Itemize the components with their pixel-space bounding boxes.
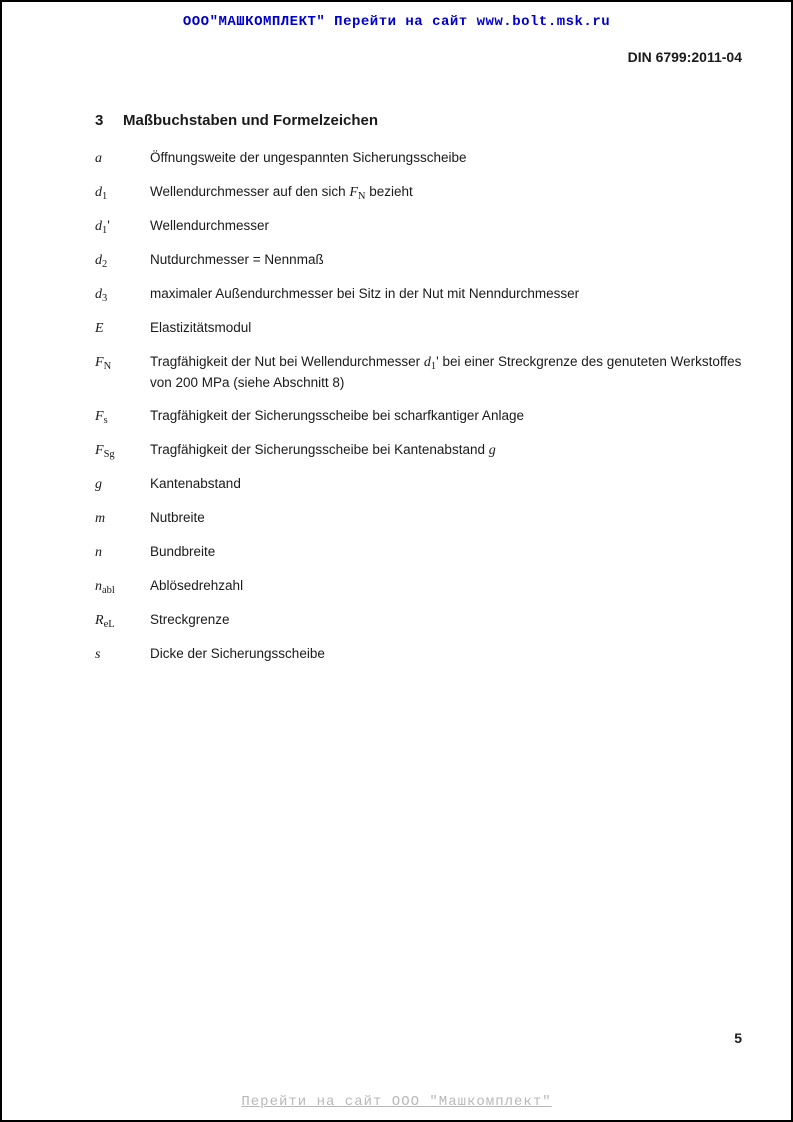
symbol-term	[95, 610, 150, 631]
symbol-description: Tragfähigkeit der Sicherungsscheibe bei scharfkantiger Anlage	[150, 408, 524, 423]
math-symbol: g	[488, 443, 496, 458]
symbol-definition-list	[95, 148, 746, 678]
math-symbol: $n_{abl}$	[95, 579, 115, 596]
symbol-term	[95, 576, 150, 597]
math-symbol: g	[95, 477, 102, 492]
math-symbol: m	[95, 511, 106, 526]
symbol-description: Öffnungsweite der ungespannten Sicherungsscheibe	[150, 150, 467, 165]
symbol-row	[95, 318, 746, 339]
header-shop-link[interactable]: ООО"МАШКОМПЛЕКТ" Перейти на сайт www.bolt.msk.ru	[182, 14, 611, 30]
symbol-row	[95, 610, 746, 631]
math-symbol: n	[95, 545, 102, 560]
symbol-description: Tragfähigkeit der Nut bei Wellendurchmesser $d_1'$ bei einer Streckgrenze des genuteten Werkstoffes von 200 MPa (siehe Abschnitt 8)	[150, 354, 742, 390]
symbol-row	[95, 250, 746, 271]
symbol-row	[95, 216, 746, 237]
math-symbol: $d_1'$	[95, 218, 110, 236]
symbol-row	[95, 406, 746, 427]
symbol-description: maximaler Außendurchmesser bei Sitz in der Nut mit Nenndurchmesser	[150, 286, 580, 301]
symbol-row	[95, 284, 746, 305]
math-symbol: $d_1$	[95, 185, 108, 202]
symbol-description: Bundbreite	[150, 544, 216, 559]
symbol-term	[95, 182, 150, 203]
symbol-row	[95, 148, 746, 169]
symbol-description: Wellendurchmesser	[150, 218, 270, 233]
section-title: Maßbuchstaben und Formelzeichen	[123, 112, 379, 129]
symbol-description: Kantenabstand	[150, 476, 241, 491]
symbol-term	[95, 250, 150, 271]
symbol-row	[95, 352, 746, 393]
symbol-row	[95, 644, 746, 665]
symbol-description: Wellendurchmesser auf den sich $F_N$ bezieht	[150, 184, 413, 202]
symbol-row	[95, 182, 746, 203]
symbol-term	[95, 148, 150, 169]
page-number: 5	[734, 1030, 742, 1046]
math-symbol: $d_2$	[95, 253, 108, 270]
symbol-description: Dicke der Sicherungsscheibe	[150, 646, 325, 661]
symbol-term	[95, 216, 150, 237]
symbol-row	[95, 440, 746, 461]
math-symbol: $d_1'$	[423, 354, 439, 372]
symbol-term	[95, 352, 150, 373]
math-symbol: $F_N$	[95, 355, 112, 372]
symbol-term	[95, 644, 150, 665]
symbol-description: Elastizitätsmodul	[150, 320, 252, 335]
math-symbol: $F_s$	[95, 409, 108, 426]
symbol-term	[95, 284, 150, 305]
math-symbol: E	[95, 321, 104, 336]
symbol-description: Ablösedrehzahl	[150, 578, 244, 593]
symbol-term	[95, 474, 150, 495]
symbol-term	[95, 508, 150, 529]
symbol-description: Tragfähigkeit der Sicherungsscheibe bei Kantenabstand g	[150, 442, 496, 458]
symbol-term	[95, 440, 150, 461]
footer-shop-link[interactable]: Перейти на сайт ООО "Машкомплект"	[241, 1094, 552, 1110]
math-symbol: $R_{eL}$	[95, 613, 115, 630]
symbol-row	[95, 508, 746, 529]
symbol-term	[95, 542, 150, 563]
symbol-description: Nutdurchmesser = Nennmaß	[150, 252, 324, 267]
symbol-term	[95, 318, 150, 339]
symbol-description: Streckgrenze	[150, 612, 230, 627]
math-symbol: $F_N$	[349, 185, 366, 202]
math-symbol: s	[95, 647, 101, 662]
math-symbol: $F_{Sg}$	[95, 443, 115, 460]
math-symbol: $d_3$	[95, 287, 108, 304]
section-number: 3	[95, 112, 104, 129]
section-heading	[95, 112, 378, 129]
symbol-row	[95, 542, 746, 563]
doc-number: DIN 6799:2011-04	[627, 49, 742, 65]
math-symbol: a	[95, 151, 102, 166]
symbol-row	[95, 576, 746, 597]
symbol-row	[95, 474, 746, 495]
symbol-term	[95, 406, 150, 427]
symbol-description: Nutbreite	[150, 510, 205, 525]
